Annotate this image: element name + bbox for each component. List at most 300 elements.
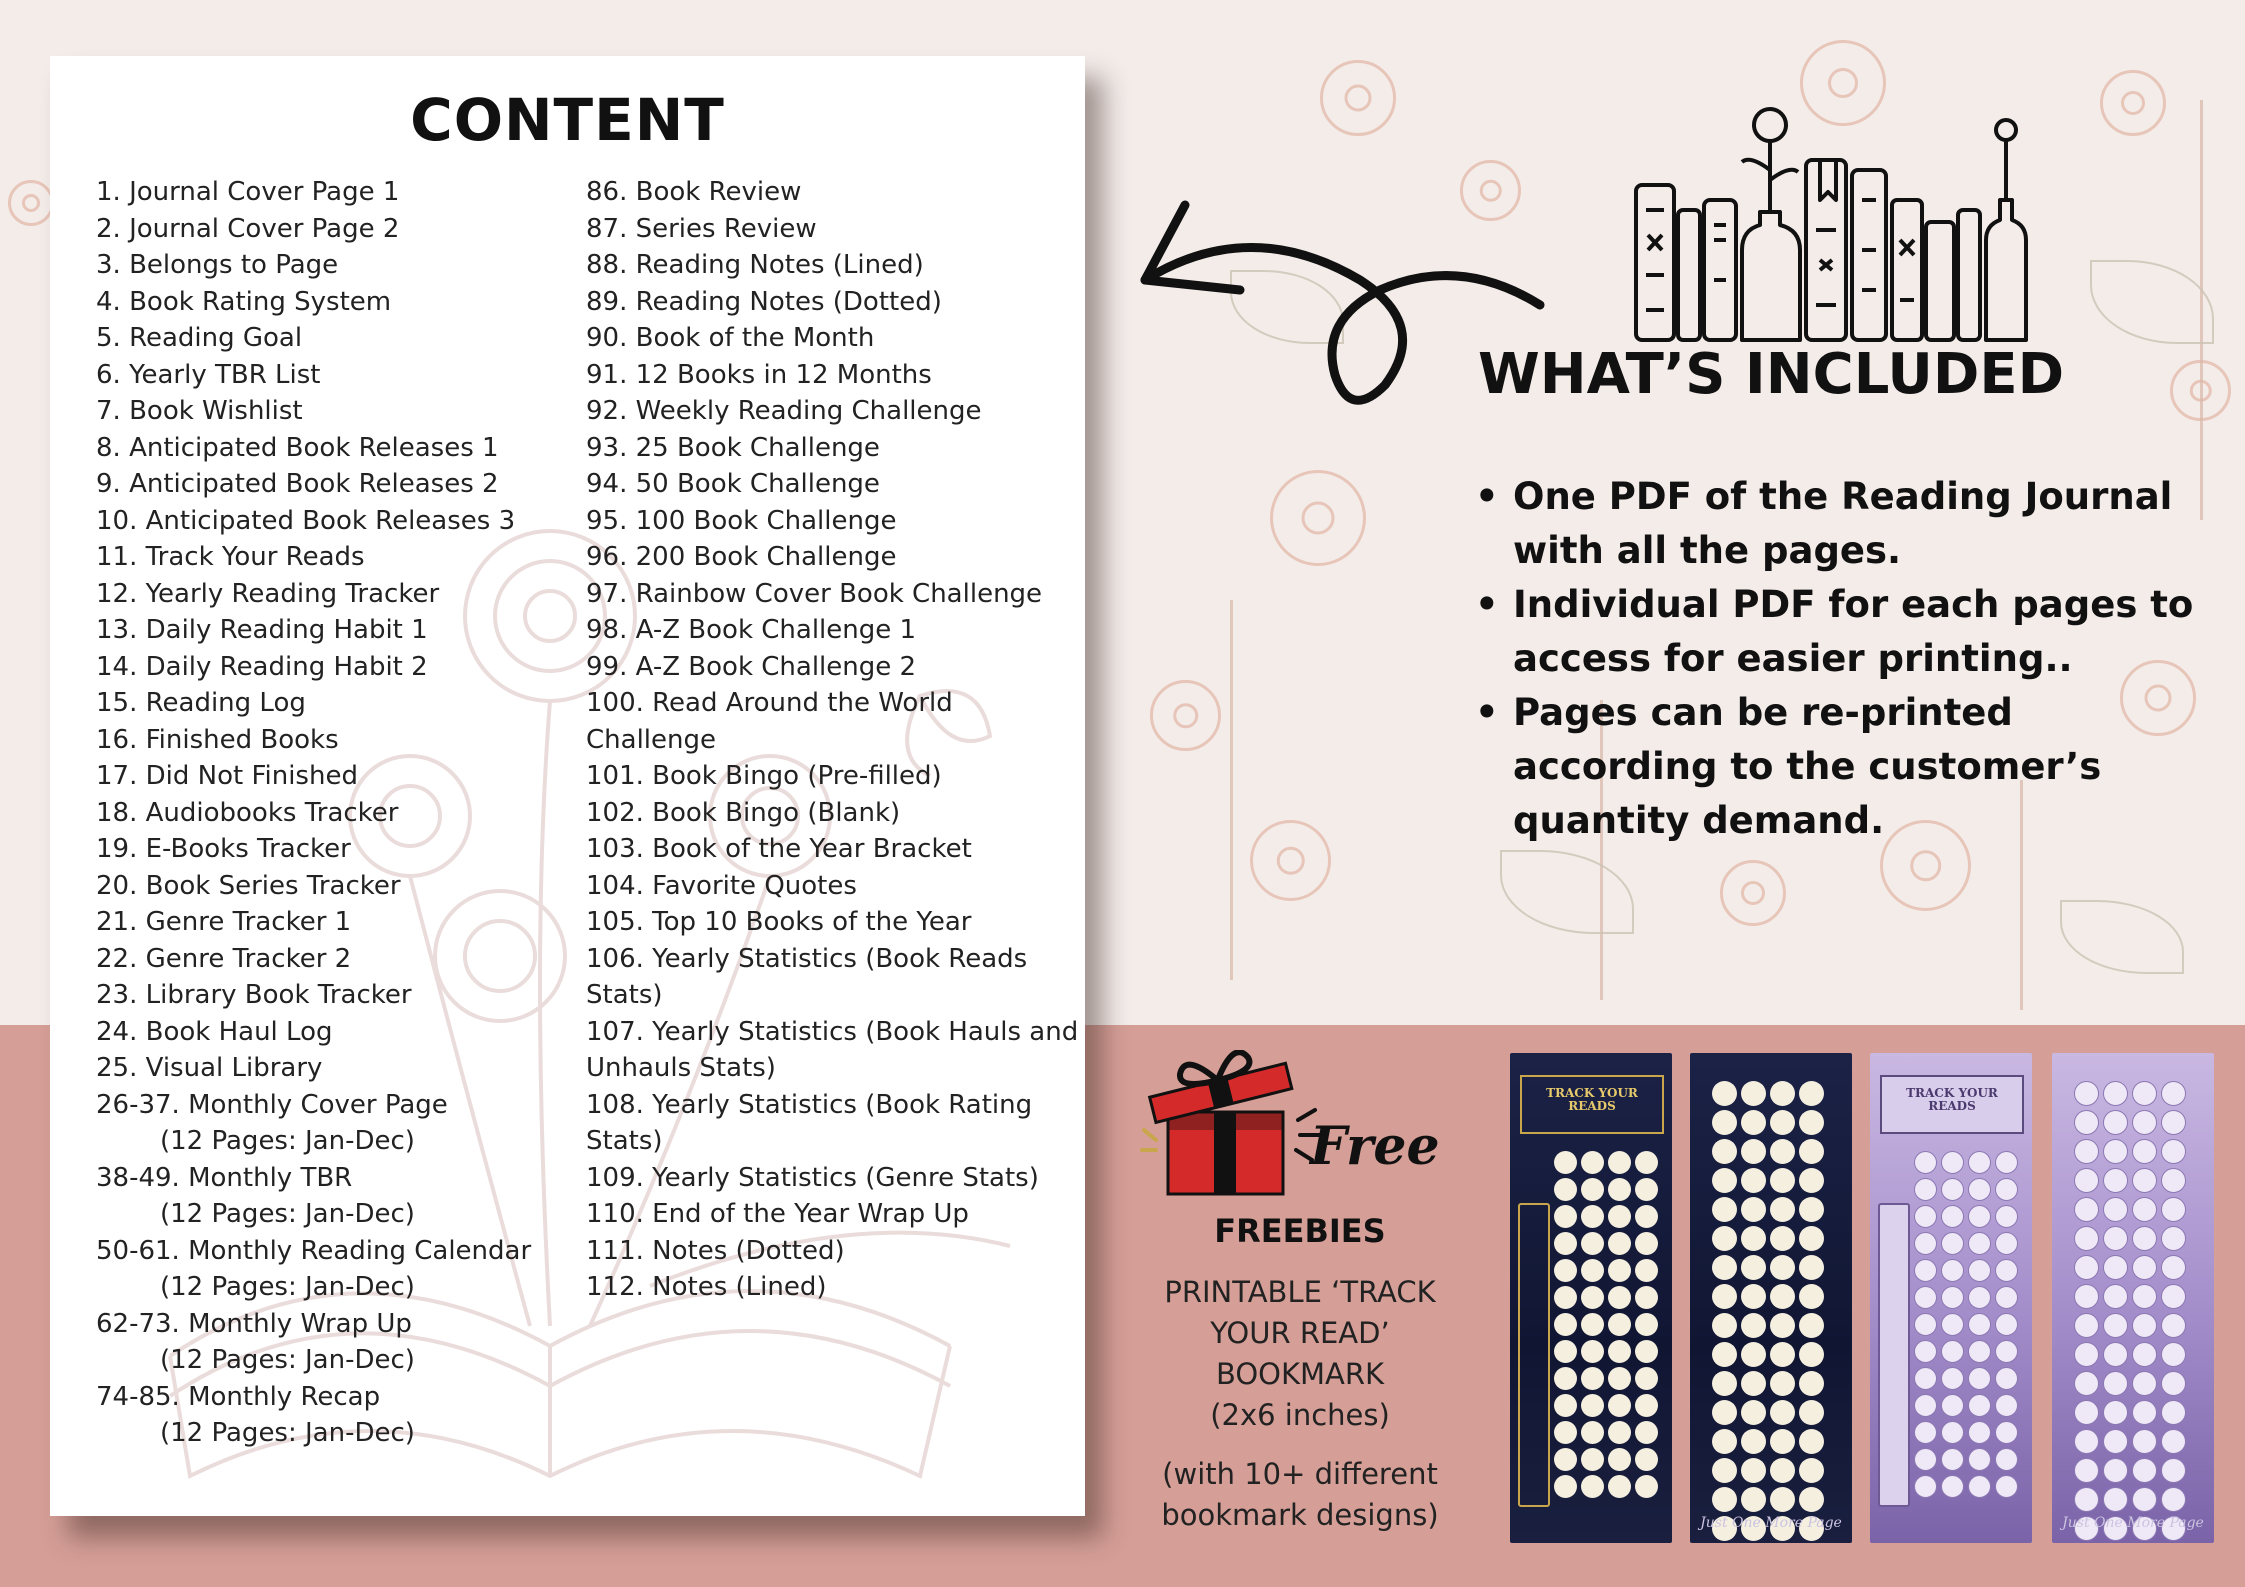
reading-circle [1799,1284,1824,1309]
reading-circle [1914,1232,1937,1255]
reading-circle [1581,1340,1604,1363]
toc-item: 50-61. Monthly Reading Calendar [96,1235,532,1266]
reading-circle [1799,1429,1824,1454]
stem-decoration [1230,600,1233,980]
toc-item: 112. Notes (Lined) [586,1272,827,1302]
bookmark-title: TRACK YOUR READS [1906,1086,1998,1113]
reading-circle [2103,1313,2128,1338]
reading-circle [1968,1286,1991,1309]
toc-item: (12 Pages: Jan-Dec) [160,1199,415,1229]
reading-circle [1799,1487,1824,1512]
toc-item: 108. Yearly Statistics (Book Rating [586,1089,1033,1120]
toc-item: 13. Daily Reading Habit 1 [96,615,428,645]
toc-item: 26-37. Monthly Cover Page [96,1089,448,1120]
reading-circle [1941,1205,1964,1228]
reading-circle [1608,1286,1631,1309]
reading-circle [1741,1139,1766,1164]
freebies-note-line: (with 10+ different [1162,1457,1438,1491]
toc-item: 22. Genre Tracker 2 [96,943,352,974]
reading-circle [1914,1394,1937,1417]
reading-circle [1968,1448,1991,1471]
reading-circle [1635,1394,1658,1417]
toc-item: 21. Genre Tracker 1 [96,907,352,937]
toc-item: 94. 50 Book Challenge [586,469,880,499]
reading-circle [1581,1205,1604,1228]
reading-circle [1968,1151,1991,1174]
reading-circle [1995,1259,2018,1282]
reading-circle [1608,1421,1631,1444]
reading-circle [2161,1487,2186,1512]
reading-circle [1995,1340,2018,1363]
reading-circle [1581,1475,1604,1498]
toc-item: 19. E-Books Tracker [96,834,351,864]
bookmark-monthly-column [1518,1203,1550,1507]
reading-circle [1608,1232,1631,1255]
reading-circle [2103,1342,2128,1367]
reading-circle [2132,1458,2157,1483]
reading-circle [1741,1429,1766,1454]
reading-circle [1608,1259,1631,1282]
toc-item: 103. Book of the Year Bracket [586,834,972,864]
bookmark-header [1880,1075,2024,1134]
reading-circle [2074,1487,2099,1512]
reading-circle [2074,1255,2099,1280]
reading-circle [1941,1475,1964,1498]
reading-circle [1581,1232,1604,1255]
reading-circle [1995,1178,2018,1201]
toc-item: 11. Track Your Reads [96,542,365,572]
reading-circle [2103,1081,2128,1106]
reading-circle [1770,1400,1795,1425]
toc-item: 104. Favorite Quotes [586,870,857,901]
reading-circle [1770,1226,1795,1251]
reading-circle [2103,1110,2128,1135]
flower-icon [1250,820,1331,901]
toc-item: 93. 25 Book Challenge [586,432,880,463]
toc-item: 111. Notes (Dotted) [586,1235,845,1266]
reading-circle [1941,1448,1964,1471]
reading-circle [2103,1255,2128,1280]
toc-item: 15. Reading Log [96,688,306,718]
reading-circle [1581,1151,1604,1174]
freebies-description [1110,1272,1490,1436]
reading-circle [1770,1110,1795,1135]
reading-circle [1554,1340,1577,1363]
reading-circle [1712,1110,1737,1135]
bookmark-signature: Just One More Page [2062,1515,2204,1531]
reading-circle [1554,1448,1577,1471]
reading-circle [1968,1205,1991,1228]
flower-icon [1320,60,1396,136]
freebies-description-line: BOOKMARK [1215,1357,1385,1391]
reading-circle [1554,1151,1577,1174]
reading-circle [2132,1255,2157,1280]
bookmark-circle-grid [1554,1151,1658,1498]
toc-item: 16. Finished Books [96,724,339,755]
reading-circle [2074,1139,2099,1164]
bookmark-title: TRACK YOUR READS [1546,1086,1638,1113]
reading-circle [1712,1139,1737,1164]
toc-item: 10. Anticipated Book Releases 3 [96,505,516,536]
reading-circle [2161,1284,2186,1309]
toc-item: 106. Yearly Statistics (Book Reads [586,943,1028,974]
reading-circle [2132,1226,2157,1251]
reading-circle [1712,1371,1737,1396]
reading-circle [1995,1448,2018,1471]
toc-item: 91. 12 Books in 12 Months [586,359,932,390]
reading-circle [1799,1313,1824,1338]
reading-circle [1741,1313,1766,1338]
content-page [50,56,1085,1516]
reading-circle [1608,1178,1631,1201]
reading-circle [2074,1429,2099,1454]
reading-circle [1635,1340,1658,1363]
reading-circle [2132,1313,2157,1338]
reading-circle [1770,1197,1795,1222]
reading-circle [2074,1226,2099,1251]
reading-circle [1635,1475,1658,1498]
reading-circle [1968,1178,1991,1201]
reading-circle [2132,1081,2157,1106]
toc-item: 25. Visual Library [96,1053,323,1083]
toc-item: 24. Book Haul Log [96,1016,333,1047]
reading-circle [1741,1081,1766,1106]
reading-circle [2132,1197,2157,1222]
reading-circle [1799,1342,1824,1367]
toc-item: 101. Book Bingo (Pre-filled) [586,761,942,791]
toc-item: Unhauls Stats) [586,1053,776,1083]
freebies-title: FREEBIES [1214,1212,1386,1250]
reading-circle [1941,1286,1964,1309]
reading-circle [2103,1284,2128,1309]
reading-circle [1770,1168,1795,1193]
reading-circle [1741,1400,1766,1425]
reading-circle [1914,1205,1937,1228]
toc-item: 38-49. Monthly TBR [96,1162,353,1193]
included-item: • Pages can be re-printed according to the customer’s quantity demand. [1475,686,2195,848]
reading-circle [2132,1284,2157,1309]
reading-circle [1799,1371,1824,1396]
toc-item: 8. Anticipated Book Releases 1 [96,432,499,463]
reading-circle [2074,1197,2099,1222]
reading-circle [1770,1313,1795,1338]
reading-circle [1635,1205,1658,1228]
toc-column-2 [586,174,1081,1306]
reading-circle [2074,1458,2099,1483]
reading-circle [1608,1475,1631,1498]
toc-item: (12 Pages: Jan-Dec) [160,1126,415,1156]
reading-circle [1741,1110,1766,1135]
reading-circle [1914,1475,1937,1498]
reading-circle [1995,1475,2018,1498]
reading-circle [1635,1286,1658,1309]
reading-circle [2161,1168,2186,1193]
bookmark-circle-grid [1914,1151,2018,1498]
toc-item: 62-73. Monthly Wrap Up [96,1308,412,1339]
reading-circle [1581,1421,1604,1444]
flower-icon [1720,860,1786,926]
reading-circle [2161,1226,2186,1251]
toc-item: 18. Audiobooks Tracker [96,797,399,828]
toc-item: 102. Book Bingo (Blank) [586,797,901,828]
freebies-description-line: (2x6 inches) [1210,1398,1390,1432]
reading-circle [1770,1255,1795,1280]
toc-item: 97. Rainbow Cover Book Challenge [586,578,1043,609]
reading-circle [2161,1110,2186,1135]
toc-item: 88. Reading Notes (Lined) [586,250,924,280]
reading-circle [1941,1232,1964,1255]
bullet-icon: • [1475,583,1499,626]
reading-circle [2161,1342,2186,1367]
reading-circle [1635,1232,1658,1255]
bookmark-preview [2052,1053,2214,1543]
toc-item: 14. Daily Reading Habit 2 [96,651,428,682]
reading-circle [1799,1400,1824,1425]
reading-circle [1799,1255,1824,1280]
reading-circle [1941,1340,1964,1363]
bookshelf-illustration-icon [1630,100,2030,350]
toc-item: 95. 100 Book Challenge [586,505,897,536]
reading-circle [1608,1340,1631,1363]
reading-circle [1941,1421,1964,1444]
reading-circle [2161,1081,2186,1106]
reading-circle [1770,1458,1795,1483]
toc-item: 90. Book of the Month [586,323,875,353]
reading-circle [2103,1168,2128,1193]
bookmark-preview [1690,1053,1852,1543]
reading-circle [1554,1313,1577,1336]
reading-circle [1581,1286,1604,1309]
reading-circle [1914,1151,1937,1174]
reading-circle [2074,1400,2099,1425]
reading-circle [1968,1232,1991,1255]
reading-circle [1995,1232,2018,1255]
reading-circle [1799,1226,1824,1251]
reading-circle [1554,1475,1577,1498]
reading-circle [1581,1313,1604,1336]
toc-item: 6. Yearly TBR List [96,359,321,390]
included-list [1475,470,2195,848]
reading-circle [1712,1458,1737,1483]
bookmark-circle-grid [1712,1081,1824,1541]
bookmark-preview [1870,1053,2032,1543]
reading-circle [1635,1421,1658,1444]
reading-circle [2103,1400,2128,1425]
reading-circle [1741,1226,1766,1251]
reading-circle [1741,1255,1766,1280]
reading-circle [2074,1081,2099,1106]
reading-circle [1995,1151,2018,1174]
reading-circle [1635,1367,1658,1390]
toc-item: 86. Book Review [586,177,802,207]
bookmark-monthly-column [1878,1203,1910,1507]
reading-circle [1581,1394,1604,1417]
reading-circle [2132,1400,2157,1425]
reading-circle [1941,1367,1964,1390]
bullet-icon: • [1475,475,1499,518]
reading-circle [2074,1168,2099,1193]
toc-item: 12. Yearly Reading Tracker [96,578,440,609]
reading-circle [1712,1255,1737,1280]
reading-circle [2103,1197,2128,1222]
reading-circle [1581,1259,1604,1282]
toc-item: 23. Library Book Tracker [96,980,412,1010]
toc-item: 107. Yearly Statistics (Book Hauls and [586,1016,1079,1047]
flower-icon [1270,470,1366,566]
reading-circle [1914,1259,1937,1282]
reading-circle [1554,1232,1577,1255]
reading-circle [1635,1313,1658,1336]
reading-circle [2103,1487,2128,1512]
reading-circle [2074,1342,2099,1367]
reading-circle [1799,1081,1824,1106]
reading-circle [1608,1394,1631,1417]
reading-circle [1914,1313,1937,1336]
reading-circle [1941,1178,1964,1201]
toc-item: 4. Book Rating System [96,286,392,317]
reading-circle [1608,1367,1631,1390]
toc-item: 87. Series Review [586,213,817,244]
reading-circle [2103,1429,2128,1454]
reading-circle [2132,1487,2157,1512]
reading-circle [1995,1394,2018,1417]
reading-circle [1741,1197,1766,1222]
toc-item: Challenge [586,724,716,755]
reading-circle [2161,1139,2186,1164]
reading-circle [2161,1458,2186,1483]
reading-circle [1968,1421,1991,1444]
reading-circle [1741,1371,1766,1396]
toc-item: 17. Did Not Finished [96,761,358,791]
toc-item: Stats) [586,1126,663,1156]
flower-icon [1150,680,1221,751]
toc-item: 100. Read Around the World [586,688,953,718]
bookmark-signature: Just One More Page [1700,1515,1842,1531]
reading-circle [2161,1371,2186,1396]
freebies-note-line: bookmark designs) [1161,1498,1439,1532]
bookmark-circle-grid [2074,1081,2186,1541]
reading-circle [1554,1394,1577,1417]
reading-circle [1770,1429,1795,1454]
reading-circle [1712,1284,1737,1309]
reading-circle [1635,1259,1658,1282]
flower-icon [2100,70,2166,136]
reading-circle [1712,1400,1737,1425]
reading-circle [1914,1286,1937,1309]
toc-item: 96. 200 Book Challenge [586,542,897,572]
toc-item: 3. Belongs to Page [96,250,339,280]
toc-item: 99. A-Z Book Challenge 2 [586,651,917,682]
reading-circle [1712,1081,1737,1106]
reading-circle [1554,1367,1577,1390]
toc-item: 109. Yearly Statistics (Genre Stats) [586,1162,1039,1193]
reading-circle [2132,1342,2157,1367]
reading-circle [1770,1284,1795,1309]
reading-circle [2132,1371,2157,1396]
toc-item: 110. End of the Year Wrap Up [586,1199,969,1229]
reading-circle [1799,1168,1824,1193]
toc-item: Stats) [586,980,663,1010]
reading-circle [1712,1168,1737,1193]
reading-circle [2103,1371,2128,1396]
reading-circle [1995,1205,2018,1228]
toc-item: 92. Weekly Reading Challenge [586,396,982,426]
reading-circle [2103,1139,2128,1164]
reading-circle [1581,1178,1604,1201]
reading-circle [1968,1313,1991,1336]
reading-circle [1770,1342,1795,1367]
reading-circle [1741,1168,1766,1193]
freebies-note [1110,1454,1490,1536]
reading-circle [2132,1110,2157,1135]
reading-circle [2074,1284,2099,1309]
reading-circle [1635,1178,1658,1201]
reading-circle [1741,1284,1766,1309]
toc-item: 7. Book Wishlist [96,396,303,426]
toc-item: (12 Pages: Jan-Dec) [160,1345,415,1375]
toc-item: 98. A-Z Book Challenge 1 [586,615,917,645]
reading-circle [1914,1340,1937,1363]
reading-circle [1995,1367,2018,1390]
toc-item: 2. Journal Cover Page 2 [96,213,400,244]
reading-circle [1581,1448,1604,1471]
reading-circle [1968,1394,1991,1417]
toc-item: 1. Journal Cover Page 1 [96,177,400,207]
content-title: CONTENT [410,86,725,154]
reading-circle [1995,1313,2018,1336]
reading-circle [1608,1448,1631,1471]
bookmark-preview [1510,1053,1672,1543]
reading-circle [1799,1139,1824,1164]
reading-circle [2161,1313,2186,1338]
reading-circle [1741,1487,1766,1512]
bookmark-header [1520,1075,1664,1134]
reading-circle [1554,1421,1577,1444]
reading-circle [2074,1371,2099,1396]
gift-box-icon [1140,1050,1330,1200]
reading-circle [1995,1421,2018,1444]
reading-circle [2103,1458,2128,1483]
reading-circle [1968,1259,1991,1282]
reading-circle [2161,1429,2186,1454]
flower-icon [8,180,54,226]
reading-circle [1941,1313,1964,1336]
reading-circle [1941,1259,1964,1282]
reading-circle [2161,1255,2186,1280]
reading-circle [1799,1197,1824,1222]
reading-circle [1770,1081,1795,1106]
reading-circle [1712,1342,1737,1367]
included-item: • One PDF of the Reading Journal with all the pages. [1475,470,2195,578]
toc-item: (12 Pages: Jan-Dec) [160,1418,415,1448]
reading-circle [1741,1342,1766,1367]
toc-item: 5. Reading Goal [96,323,303,353]
reading-circle [1995,1286,2018,1309]
reading-circle [1608,1151,1631,1174]
reading-circle [1712,1226,1737,1251]
reading-circle [1608,1205,1631,1228]
reading-circle [1941,1394,1964,1417]
reading-circle [1741,1458,1766,1483]
toc-item: 105. Top 10 Books of the Year [586,907,972,937]
included-item: • Individual PDF for each pages to access for easier printing.. [1475,578,2195,686]
reading-circle [1581,1367,1604,1390]
reading-circle [1968,1475,1991,1498]
reading-circle [1554,1286,1577,1309]
reading-circle [2132,1168,2157,1193]
toc-item: (12 Pages: Jan-Dec) [160,1272,415,1302]
reading-circle [1554,1205,1577,1228]
